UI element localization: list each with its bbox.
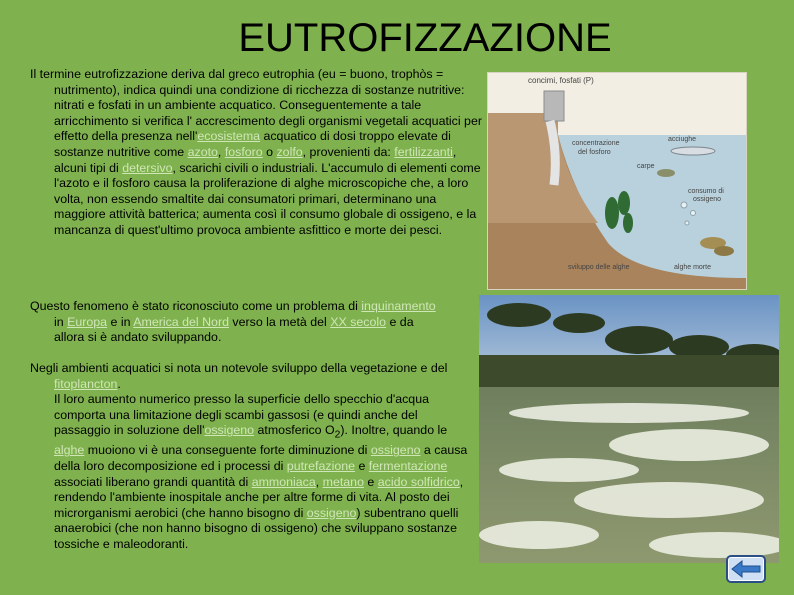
text: o: [262, 144, 277, 159]
label-fosforo: del fosforo: [578, 149, 611, 156]
fish-acciughe: [671, 147, 715, 155]
text: ). Inoltre, quando le: [340, 423, 448, 438]
link-acido-solfidrico[interactable]: acido solfidrico: [377, 474, 460, 489]
link-ecosistema[interactable]: ecosistema: [197, 129, 261, 144]
text: atmosferico O: [254, 423, 335, 438]
text: in: [54, 314, 68, 329]
text: e in: [107, 314, 134, 329]
text: , alcuni tipi di: [54, 144, 457, 175]
text: e: [355, 459, 369, 474]
pine-canopy: [605, 326, 673, 354]
link-metano[interactable]: metano: [322, 474, 364, 489]
text: , provenienti da:: [302, 144, 395, 159]
link-alghe[interactable]: alghe: [54, 443, 85, 458]
link-detersivo[interactable]: detersivo: [122, 160, 173, 175]
text: muoiono vi è una conseguente forte diminuzione di: [84, 443, 371, 458]
link-putrefazione[interactable]: putrefazione: [286, 459, 355, 474]
link-fertilizzanti[interactable]: fertilizzanti: [394, 144, 453, 159]
text: acquatico di dosi troppo elevate di sostanze nutritive come: [54, 129, 451, 159]
dead-algae: [714, 246, 734, 256]
link-xx-secolo[interactable]: XX secolo: [330, 314, 387, 329]
foam: [609, 429, 769, 461]
algae: [605, 197, 619, 229]
text: , rendendo l'ambiente inospitale anche per altre forme di vita. Al posto dei microrganismi aerobici (che hanno bisogno di: [54, 474, 464, 520]
diagram-illustration: [488, 73, 746, 289]
text: ,: [217, 144, 225, 159]
label-top: concimi, fosfati (P): [528, 76, 594, 85]
bubble: [685, 221, 689, 225]
pine-canopy: [553, 313, 605, 333]
text: e: [363, 474, 378, 489]
eutrophic-lake-photo: [479, 295, 779, 563]
link-ammoniaca[interactable]: ammoniaca: [251, 474, 316, 489]
algae: [623, 213, 633, 233]
label-acciughe: acciughe: [668, 136, 697, 143]
paragraph-definition: [30, 67, 484, 239]
tree-line: [479, 355, 779, 387]
label-alghe-morte: alghe morte: [674, 264, 711, 271]
foam: [479, 521, 599, 549]
back-button[interactable]: [726, 555, 766, 583]
text: Questo fenomeno è stato riconosciuto come un problema di: [30, 299, 362, 313]
fish-carpe: [657, 169, 675, 177]
foam: [509, 403, 749, 423]
pine-canopy: [487, 303, 551, 327]
paragraph-history: [30, 299, 439, 346]
discharge-pipe: [544, 91, 564, 121]
link-fosforo[interactable]: fosforo: [224, 144, 263, 159]
page-title: EUTROFIZZAZIONE: [238, 16, 612, 60]
link-america-del-nord[interactable]: America del Nord: [133, 314, 229, 329]
text: , scarichi civili o industriali. L'accumulo di elementi come l'azoto e il fosforo causa la proliferazione di alghe microscopiche che, a loro volta, non essendo smaltite dai consumatori primari, determinano una maggiore attività batterica; aumenta così il consumo globale di ossigeno, e la mancanza di quest'ultimo provoca ambiente asfittico e morte dei pesci.: [54, 160, 481, 237]
text: verso la metà del: [228, 314, 331, 329]
link-ossigeno[interactable]: ossigeno: [370, 443, 421, 458]
foam: [499, 458, 639, 482]
subscript: 2: [334, 429, 341, 441]
bubble: [691, 211, 696, 216]
link-fermentazione[interactable]: fermentazione: [368, 459, 448, 474]
link-inquinamento[interactable]: inquinamento: [361, 299, 436, 313]
text: ) subentrano quelli anaerobici (che non hanno bisogno di ossigeno) che sviluppano sostanze tossiche e maleodoranti.: [54, 505, 459, 551]
text: a causa della loro decomposizione ed i processi di: [54, 443, 468, 474]
text: associati liberano grandi quantità di: [54, 474, 252, 489]
label-concentrazione: concentrazione: [572, 140, 620, 147]
paragraph-effects: [30, 361, 474, 553]
eutrophication-diagram: [487, 72, 747, 290]
link-azoto[interactable]: azoto: [187, 144, 218, 159]
text: e da allora si è andato sviluppando.: [54, 314, 414, 345]
foam: [574, 482, 764, 518]
label-ossigeno: ossigeno: [693, 196, 722, 203]
discharge-flow: [550, 121, 555, 185]
arrow-left-icon: [728, 557, 764, 581]
photo-illustration: [479, 295, 779, 563]
label-sviluppo: sviluppo delle alghe: [568, 264, 630, 271]
link-europa[interactable]: Europa: [67, 314, 108, 329]
text: Il termine eutrofizzazione deriva dal greco eutrophia (eu = buono, trophòs = nutrimento), indica quindi una condizione di ricchezza di sostanze nutritive: nitrati e fosfati in un ambiente acquatico. Conseguentemente a tale arricchimento si verifica l' accrescimento degli organismi vegetali acquatici per effetto della presenza nell': [30, 67, 482, 144]
text: Il loro aumento numerico presso la superficie dello specchio d'acqua comporta una limitazione degli scambi gassosi (e quindi anche del passaggio in soluzione dell': [54, 392, 429, 438]
algae: [618, 191, 630, 215]
bubble: [681, 202, 687, 208]
text: Negli ambienti acquatici si nota un notevole sviluppo della vegetazione e del: [30, 361, 448, 375]
link-zolfo[interactable]: zolfo: [276, 144, 303, 159]
label-carpe: carpe: [637, 163, 655, 170]
link-ossigeno[interactable]: ossigeno: [204, 423, 255, 438]
link-fitoplancton[interactable]: fitoplancton: [54, 376, 118, 391]
label-consumo: consumo di: [688, 188, 724, 195]
text: .: [117, 376, 121, 391]
link-ossigeno[interactable]: ossigeno: [306, 505, 357, 520]
text: ,: [315, 474, 323, 489]
